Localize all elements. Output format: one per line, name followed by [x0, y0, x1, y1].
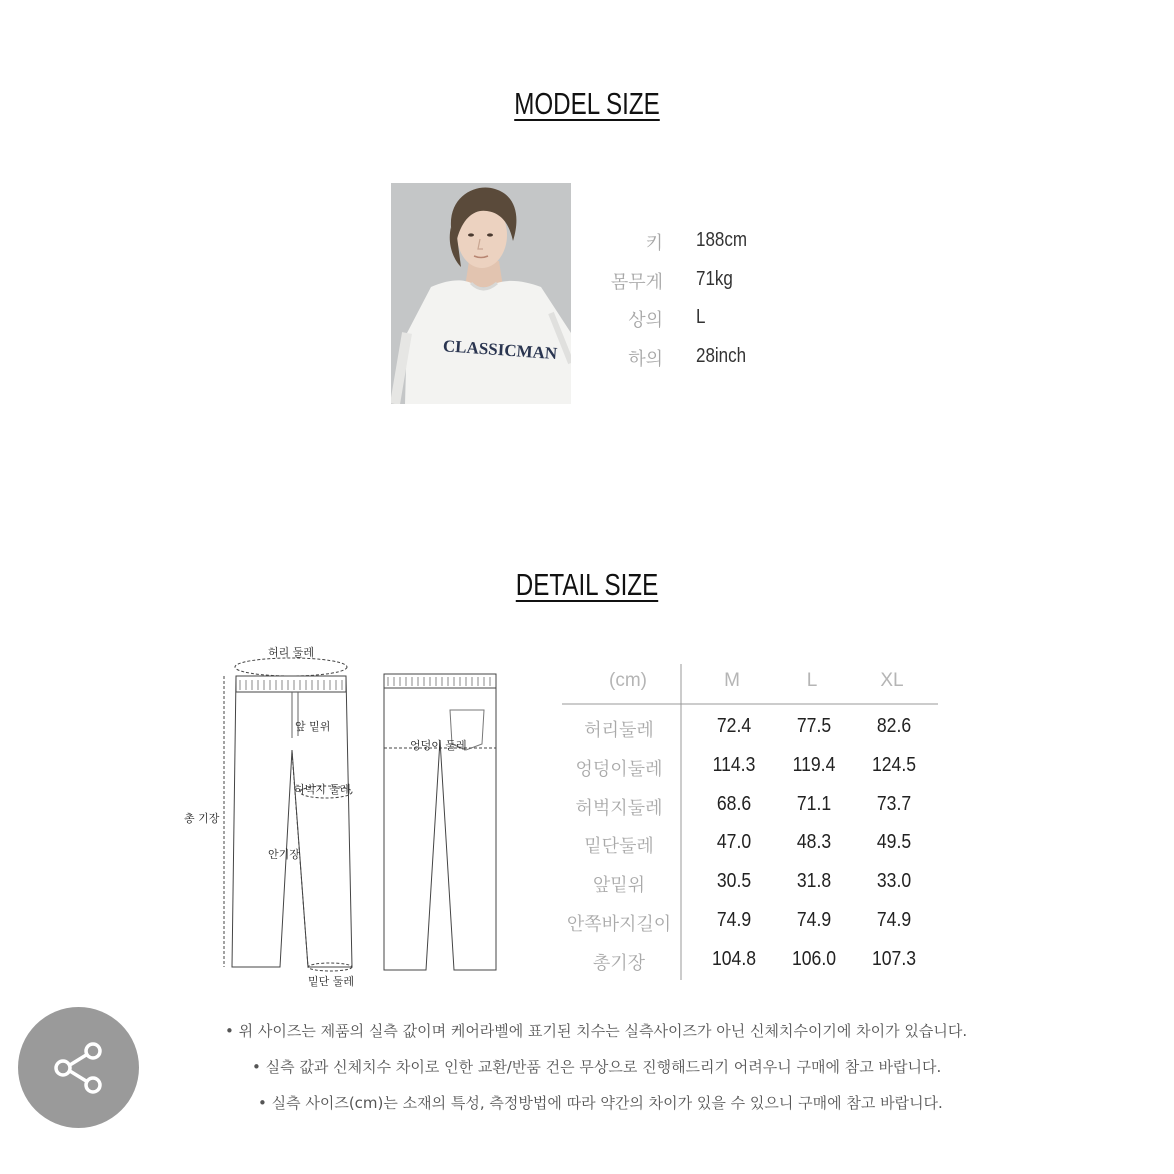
diagram-label-total-length: 총 기장: [184, 812, 220, 825]
table-cell: 77.5: [796, 715, 832, 737]
table-cell: 73.7: [876, 792, 912, 815]
table-cell: 106.0: [791, 947, 837, 970]
pants-diagram: [180, 640, 510, 992]
diagram-label-waist: 허리 둘레: [268, 646, 315, 659]
table-cell: 71.1: [796, 792, 832, 815]
note-line: • 실측 값과 신체치수 차이로 인한 교환/반품 건은 무상으로 진행해드리기 어려우니 구매에 참고 바랍니다.: [252, 1058, 942, 1076]
table-cell: 30.5: [716, 870, 752, 893]
table-row-label: 앞밑위: [592, 875, 646, 897]
table-header-l: L: [806, 670, 818, 691]
model-label: 몸무게: [610, 272, 663, 293]
table-cell: 74.9: [716, 909, 752, 931]
table-cell: 33.0: [876, 870, 912, 893]
table-row-label: 밑단둘레: [584, 836, 654, 858]
model-value: 71kg: [696, 268, 733, 290]
model-label: 상의: [628, 310, 663, 331]
diagram-label-hem: 밑단 둘레: [308, 975, 355, 988]
share-icon: [49, 1038, 109, 1098]
table-header-m: M: [724, 670, 740, 691]
table-cell: 31.8: [796, 870, 832, 893]
detail-size-title: DETAIL SIZE: [515, 567, 659, 602]
table-cell: 74.9: [876, 909, 912, 931]
share-button[interactable]: [18, 1007, 139, 1128]
note-line: • 실측 사이즈(cm)는 소재의 특성, 측정방법에 따라 약간의 차이가 있을 수 있으니 구매에 참고 바랍니다.: [258, 1094, 943, 1112]
table-cell: 48.3: [796, 831, 832, 854]
table-row-label: 엉덩이둘레: [575, 758, 663, 780]
table-header-xl: XL: [880, 670, 904, 691]
shirt-print-text: CLASSICMAN: [442, 336, 558, 364]
diagram-label-thigh: 허벅지 둘레: [294, 783, 351, 796]
model-value: 28inch: [696, 345, 747, 367]
table-header-unit: (cm): [609, 670, 647, 691]
table-row-label: 총기장: [592, 952, 646, 974]
model-label: 하의: [628, 349, 663, 370]
diagram-label-inseam: 안기장: [268, 848, 300, 861]
table-cell: 47.0: [716, 831, 752, 854]
table-cell: 107.3: [871, 947, 917, 970]
table-cell: 104.8: [711, 947, 757, 970]
table-cell: 72.4: [716, 715, 752, 737]
model-photo: [391, 183, 571, 404]
model-value: L: [696, 306, 706, 328]
table-row-label: 허리둘레: [584, 720, 654, 741]
pants-outline-illustration: [180, 640, 510, 992]
table-row-label: 안쪽바지길이: [566, 914, 672, 935]
model-label: 키: [645, 233, 663, 254]
size-table: [562, 664, 938, 980]
table-cell: 49.5: [876, 831, 912, 854]
table-cell: 68.6: [716, 792, 752, 815]
table-cell: 74.9: [796, 909, 832, 931]
table-cell: 124.5: [871, 753, 917, 776]
note-line: • 위 사이즈는 제품의 실측 값이며 케어라벨에 표기된 치수는 실측사이즈가 아닌 신체치수이기에 차이가 있습니다.: [225, 1022, 968, 1040]
model-size-title: MODEL SIZE: [514, 86, 660, 121]
model-value: 188cm: [696, 229, 748, 251]
table-cell: 82.6: [876, 715, 912, 737]
diagram-label-front-rise: 앞 밑위: [295, 720, 331, 733]
diagram-label-hip: 엉덩이 둘레: [410, 739, 467, 752]
model-photo-illustration: [391, 183, 571, 404]
table-row-label: 허벅지둘레: [575, 797, 663, 819]
table-cell: 119.4: [792, 753, 836, 776]
table-cell: 114.3: [712, 753, 756, 776]
